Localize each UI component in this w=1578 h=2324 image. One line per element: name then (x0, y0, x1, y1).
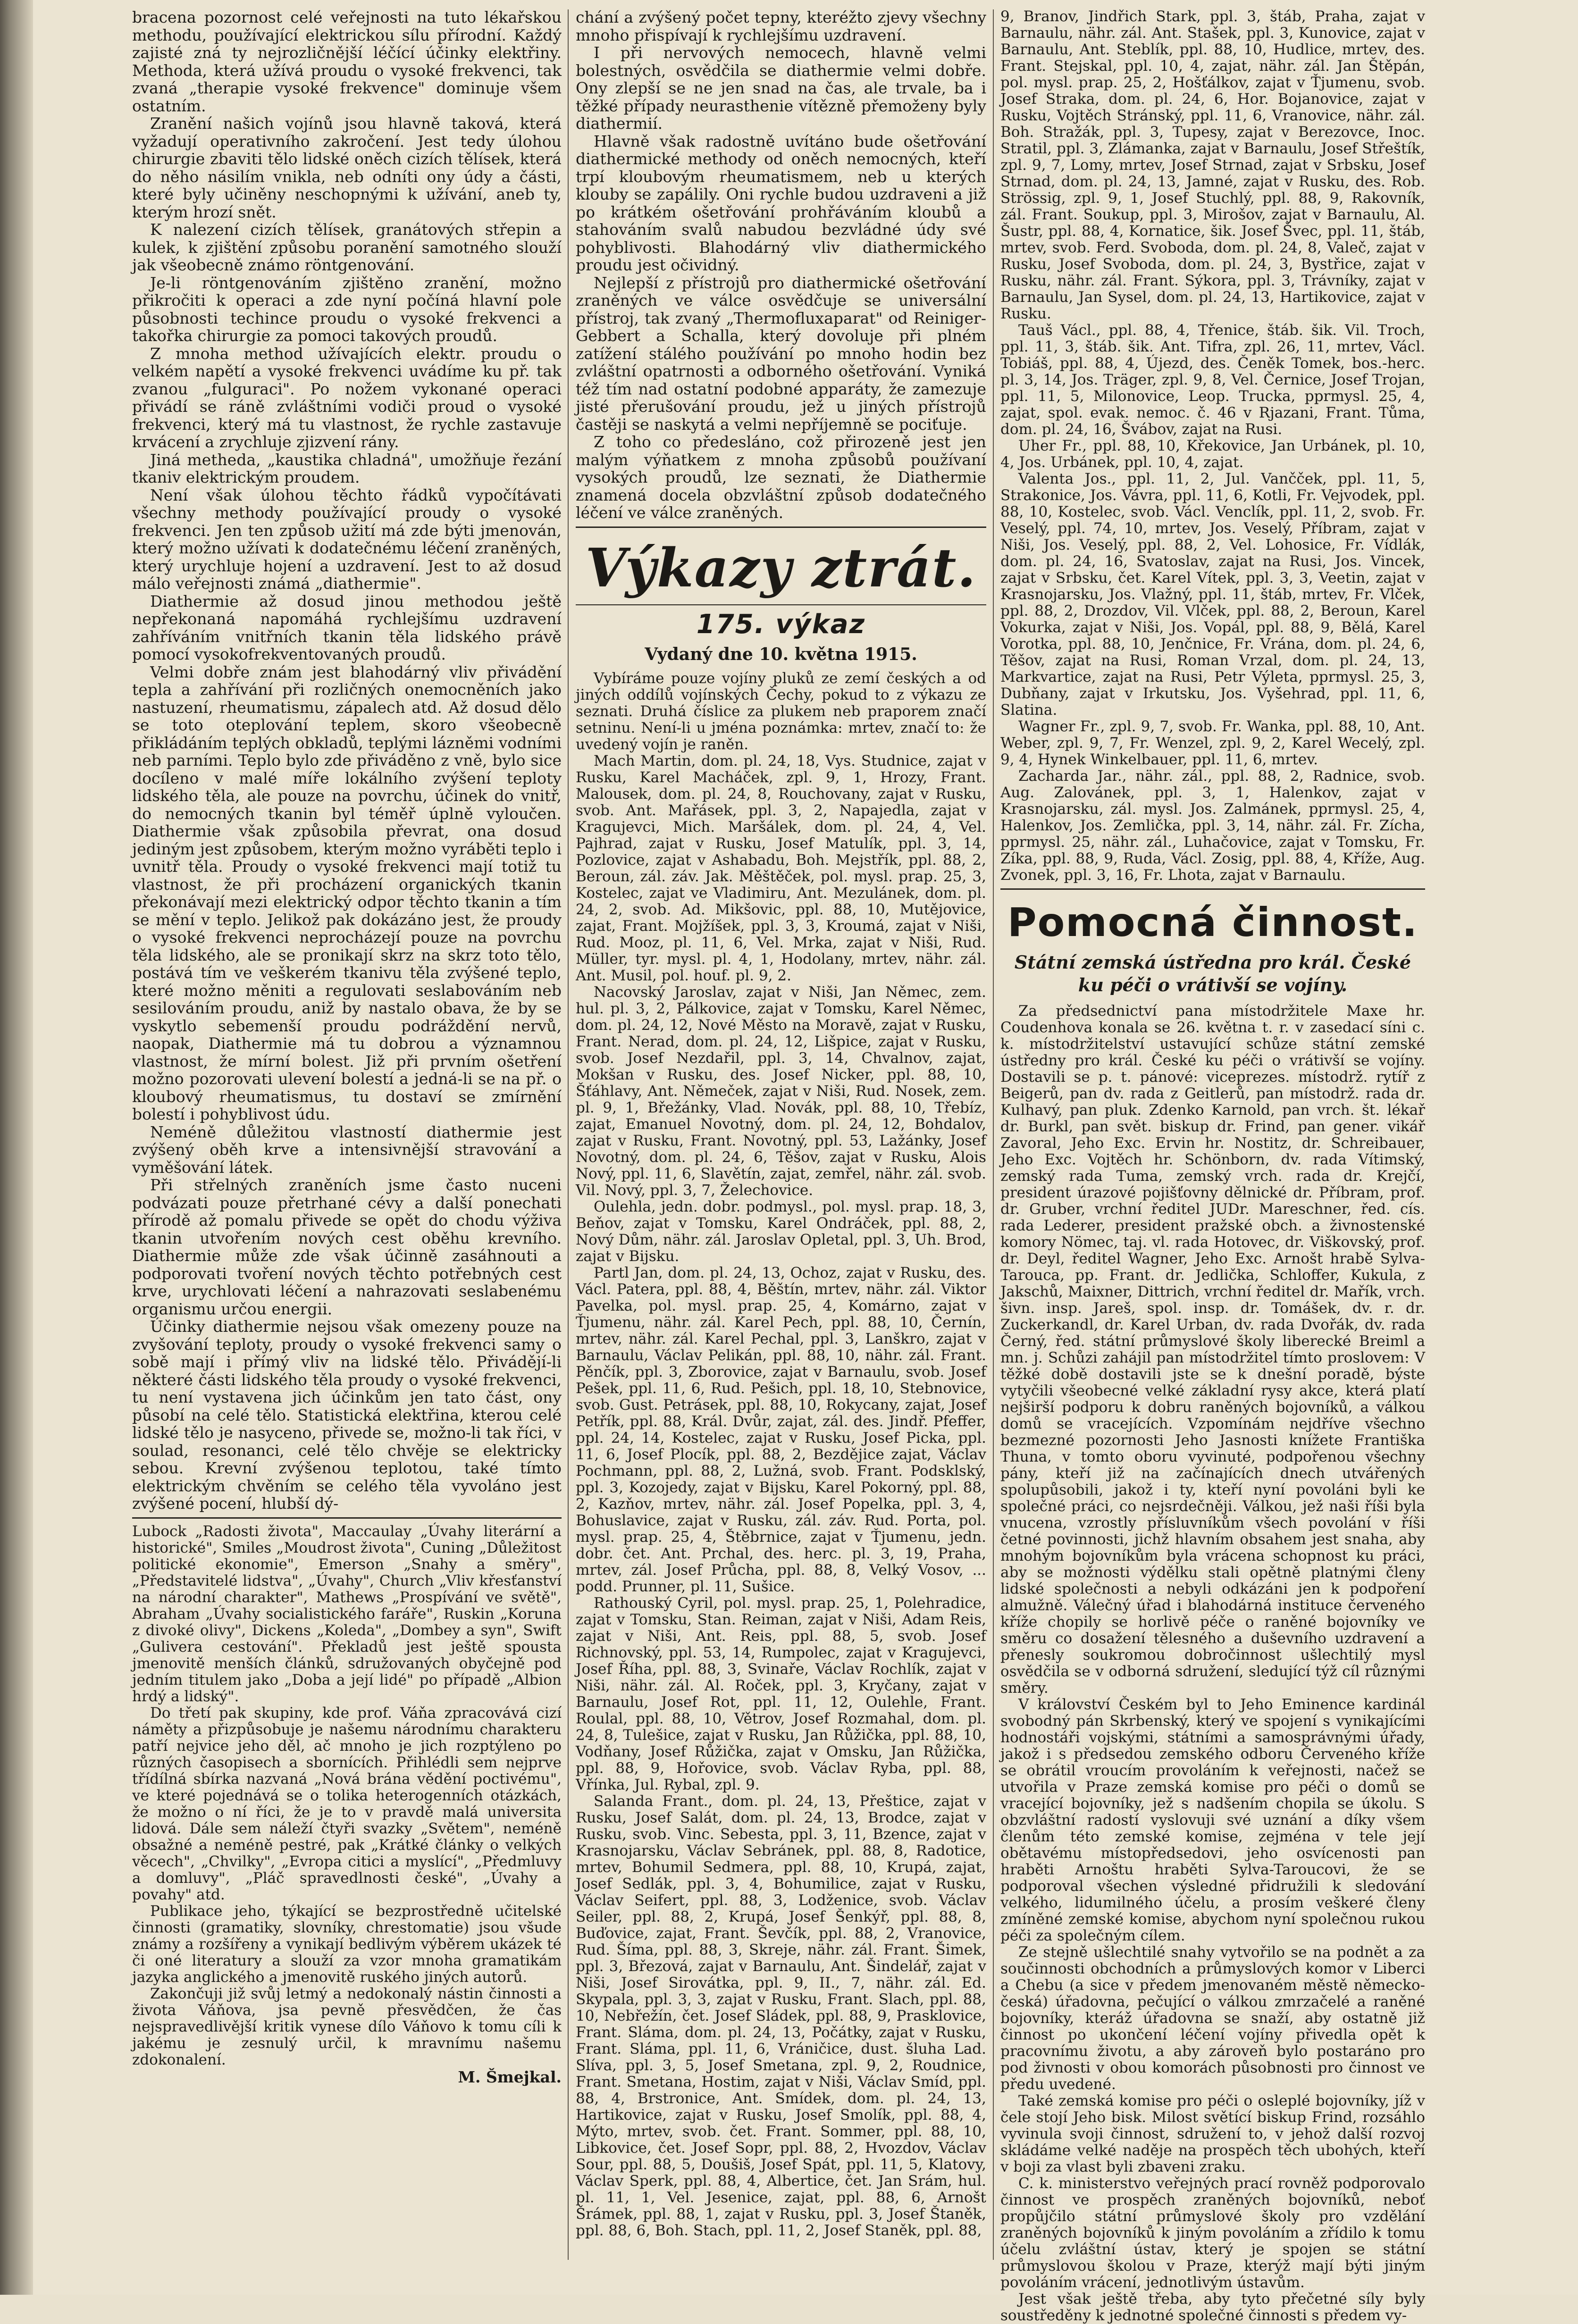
paragraph: Je-li röntgenováním zjištěno zranění, možno přikročiti k operaci a zde nyní počíná hlavní pole působnosti techince proudu o vysoké frekvenci a takořka chirurgie za pomoci takových proudů. (132, 273, 562, 345)
losses-list-continued (1000, 8, 1425, 884)
column-divider (993, 9, 994, 2260)
article-diathermy-continuation (576, 8, 986, 522)
page-margin-right (1493, 0, 1578, 2295)
article-vana-literature (132, 1523, 562, 2068)
losses-report-date: Vydaný dne 10. května 1915. (645, 644, 917, 664)
paragraph: Ze stejně ušlechtilé snahy vytvořilo se na podnět a za součinnosti obchodních a průmyslových komor v Liberci a Chebu (a sice v předem jmenovaném městě německo-česká) úřadovna, pečující o válkou zmrzačelé a raněné bojovníky, kteráž úřadovna se snaží, aby ostatně již činnost po ukončení léčení vojíny přivedla opět k pracovnímu životu, a aby zároveň bylo postaráno pro pod živnosti v obou komorách působnosti pro činnost ve předu uvedené. (1000, 1944, 1425, 2093)
losses-entry: Wagner Fr., zpl. 9, 7, svob. Fr. Wanka, ppl. 88, 10, Ant. Weber, zpl. 9, 7, Fr. Wenzel, zpl. 9, 2, Karel Wecelý, zpl. 9, 4, Hynek Winkelbauer, ppl. 11, 6, mrtev. (1000, 718, 1425, 768)
losses-intro: Vybíráme pouze vojíny pluků ze zemí českých a od jiných oddílů vojínských Čechy, pokud to z výkazu ze seznati. Druhá číslice za plukem neb praporem značí setninu. Není-li u jména poznámka: mrtev, značí to: že uvedený vojín je raněn. (576, 669, 986, 753)
paragraph: Při střelných zraněních jsme často nuceni podvázati pouze přetrhané cévy a další ponechati přírodě až pomalu přivede se opět do chodu výživa tkanin utvořením nových cest oběhu krevního. Diathermie může zde však účinně zasáhnouti a podporovati tvoření nových těchto potřebných cest krve, urychlovati léčení a nahrazovati seslabenému organismu určou energii. (132, 1176, 562, 1318)
article-signature: M. Šmejkal. (458, 2067, 562, 2086)
losses-entry: Oulehla, jedn. dobr. podmysl., pol. mysl. prap. 18, 3, Beňov, zajat v Tomsku, Karel Ondráček, ppl. 88, 2, Nový Dům, nähr. zál. Jaroslav Opletal, ppl. 3, Uh. Brod, zajat v Bijsku. (576, 1198, 986, 1265)
paragraph: bracena pozornost celé veřejnosti na tuto lékařskou methodu, používající elektrickou sílu přírodní. Každý zajisté zná ty nejrozličnější léčící účinky elektřiny. Methoda, která užívá proudu o vysoké frekvenci, tak zvaná „therapie vysoké frekvence" dominuje všem ostatním. (132, 8, 562, 115)
losses-entry: Rathouský Cyril, pol. mysl. prap. 25, 1, Polehradice, zajat v Tomsku, Stan. Reiman, zajat v Niši, Adam Reis, zajat v Niši, Ant. Reis, ppl. 88, 5, svob. Josef Richnovský, ppl. 53, 14, Rumpolec, zajat v Kragujevci, Josef Říha, ppl. 88, 3, Svinaře, Václav Rochlík, zajat v Niši, nähr. zál. Al. Roček, ppl. 3, Kryčany, zajat v Barnaulu, Josef Rot, ppl. 11, 12, Oulehle, Frant. Roulal, ppl. 88, 10, Větrov, Josef Rozmahal, dom. pl. 24, 8, Tulešice, zajat v Rusku, Jan Růžička, ppl. 88, 10, Vodňany, Josef Růžička, zajat v Omsku, Jan Růžička, ppl. 88, 9, Hořovice, svob. Václav Ryba, ppl. 88, Vřínka, Jul. Rybal, zpl. 9. (576, 1594, 986, 1793)
paragraph: Neméně důležitou vlastností diathermie jest zvýšený oběh krve a intensivnější stravování a vyměšování látek. (132, 1122, 562, 1177)
paragraph: Účinky diathermie nejsou však omezeny pouze na zvyšování teploty, proudy o vysoké frekvenci samy o sobě mají i přímý vliv na lidské tělo. Přivádějí-li některé části lidského těla proudy o vysoké frekvenci, tu není vystavena jich účinkům jen tato část, ony působí na celé tělo. Statistická elektřina, kterou celé lidské tělo je nasyceno, přivede se, možno-li tak říci, v soulad, resonanci, celé tělo chvěje se elektricky sebou. Krevní zvýšenou teplotou, také tímto elektrickým chvěním se celého těla vyvoláno jest zvýšené pocení, hlubší dý- (132, 1317, 562, 1513)
losses-list (576, 753, 986, 2239)
paragraph: C. k. ministerstvo veřejných prací rovněž podporovalo činnost ve prospěch zraněných bojovníků, neboť propůjčilo státní průmyslové školy pro vzdělání zraněných bojovníků k jiným povoláním a zřídilo k tomu účelu zvláštní ústav, který je spojen se státní průmyslovou školou v Praze, kterýž mají býti jiným povoláním vrácení, jednotlivým ústavům. (1000, 2175, 1425, 2291)
headline-rule (576, 604, 986, 605)
article-diathermy-body (132, 8, 562, 1513)
paragraph: I při nervových nemocech, hlavně velmi bolestných, osvědčila se diathermie velmi dobře. Ony zlepší se ne jen snad na čas, ale trvale, ba i těžké případy neurasthenie vítězně přemoženy byly diathermií. (576, 43, 986, 133)
losses-entry: Zacharda Jar., nähr. zál., ppl. 88, 2, Radnice, svob. Aug. Zalovánek, ppl. 3, 1, Halenkov, zajat v Krasnojarsku, zál. mysl. Jos. Zalmánek, pprmysl. 25, 4, Halenkov, Jos. Zemlička, ppl. 3, 14, nähr. zál. Fr. Zícha, pprmysl. 25, nähr. zál., Luhačovice, zajat v Tomsku, Fr. Zíka, ppl. 88, 9, Ruda, Václ. Zosig, ppl. 88, 4, Kříže, Aug. Zvonek, ppl. 3, 16, Fr. Lhota, zajat v Barnaulu. (1000, 768, 1425, 884)
losses-entry: Salanda Frant., dom. pl. 24, 13, Přeštice, zajat v Rusku, Josef Salát, dom. pl. 24, 13, Brodce, zajat v Rusku, svob. Vinc. Sebesta, ppl. 3, 11, Bzence, zajat v Krasnojarsku, Václav Sebránek, ppl. 88, 8, Radotice, mrtev, Bohumil Sedmera, ppl. 88, 10, Krupá, zajat, Josef Sedlák, ppl. 3, 4, Bohumilice, zajat v Rusku, Václav Seifert, ppl. 88, 3, Lodženice, svob. Václav Seiler, ppl. 88, 2, Krupá, Josef Šenkýř, ppl. 88, 8, Buďovice, zajat, Frant. Ševčík, ppl. 88, 2, Vranovice, Rud. Šíma, ppl. 88, 3, Skreje, nähr. zál. Frant. Šimek, ppl. 3, Březová, zajat v Barnaulu, Ant. Šindelář, zajat v Niši, Josef Sirovátka, ppl. 9, II., 7, nähr. zál. Ed. Skypala, ppl. 3, 3, zajat v Rusku, Frant. Slach, ppl. 88, 10, Nebřežín, čet. Josef Sládek, ppl. 88, 9, Prasklovice, Frant. Sláma, dom. pl. 24, 13, Počátky, zajat v Rusku, Frant. Sláma, ppl. 11, 6, Vráničice, dust. šluha Lad. Slíva, ppl. 3, 5, Josef Smetana, zpl. 9, 2, Roudnice, Frant. Smetana, Hostim, zajat v Niši, Václav Smíd, ppl. 88, 4, Brstronice, Ant. Smídek, dom. pl. 24, 13, Hartikovice, zajat v Rusku, Josef Smolík, ppl. 88, 4, Mýto, mrtev, svob. čet. Frant. Sommer, ppl. 88, 10, Libkovice, čet. Josef Sopr, ppl. 88, 2, Hvozdov, Václav Sour, ppl. 88, 5, Doušiš, Josef Spát, ppl. 11, 5, Klatovy, Václav Sperk, ppl. 88, 4, Albertice, čet. Jan Srám, hul. pl. 11, 1, Vel. Jesenice, zajat, ppl. 88, 6, Arnošt Šrámek, ppl. 88, 1, zajat v Rusku, ppl. 3, Josef Štaněk, ppl. 88, 6, Boh. Stach, ppl. 11, 2, Josef Staněk, ppl. 88, (576, 1792, 986, 2239)
paragraph: Nejlepší z přístrojů pro diathermické ošetřování zraněných ve válce osvědčuje se universální přístroj, tak zvaný „Thermofluxaparat" od Reiniger-Gebbert a Schalla, který dovoluje při plném zatížení stálého používání po mnoho hodin bez zvláštní opatrnosti a odborného ošetřování. Vyniká též tím nad ostatní podobné apparáty, že zamezuje jisté přerušování proudu, jež u jiných přístrojů častěji se naskytá a velmi nepříjemně se pociťuje. (576, 273, 986, 434)
losses-entry: Valenta Jos., ppl. 11, 2, Jul. Vančček, ppl. 11, 5, Strakonice, Jos. Vávra, ppl. 11, 6, Kotli, Fr. Vejvodek, ppl. 88, 10, Kostelec, svob. Václ. Venclík, ppl. 11, 2, svob. Fr. Veselý, ppl. 74, 10, mrtev, Jos. Veselý, Příbram, zajat v Niši, Jos. Veselý, ppl. 88, 2, Vel. Lohosice, Fr. Vídlák, dom. pl. 24, 16, Svatoslav, zajat na Rusi, Jos. Vincek, zajat v Srbsku, čet. Karel Vítek, ppl. 3, 3, Veetin, zajat v Krasnojarsku, Jos. Vlažný, ppl. 11, štáb, mrtev, Fr. Vlček, ppl. 88, 2, Drozdov, Vil. Vlček, ppl. 88, 2, Beroun, Karel Vokurka, zajat v Niši, Jos. Vopál, ppl. 88, 9, Bělá, Karel Vorotka, ppl. 88, 10, Jenčnice, Fr. Vrána, dom. pl. 24, 6, Těšov, zajat na Rusi, Roman Vrzal, dom. pl. 24, 13, Markvartice, zajat na Rusi, Petr Výleta, pprmysl. 25, 3, Dubňany, zajat v Irkutsku, Jos. Vyšehrad, ppl. 11, 6, Slatina. (1000, 470, 1425, 719)
relief-subtitle: Státní zemská ústředna pro král. České ku péči o vrátivší se vojíny. (1014, 952, 1411, 995)
relief-article-body (1000, 1003, 1425, 2324)
middle-column (576, 8, 986, 2278)
page-binding-edge (0, 0, 33, 2295)
losses-entry: Mach Martin, dom. pl. 24, 18, Vys. Studnice, zajat v Rusku, Karel Macháček, zpl. 9, 1, Hrozy, Frant. Malousek, dom. pl. 24, 8, Rouchovany, zajat v Rusku, svob. Ant. Mařásek, ppl. 3, 2, Napajedla, zajat v Kragujevci, Mich. Maršálek, dom. pl. 24, 4, Vel. Pajhrad, zajat v Rusku, Josef Matulík, ppl. 3, 14, Pozlovice, zajat v Ashabadu, Boh. Mejstřík, ppl. 88, 2, Beroun, zál. záv. Jak. Měštěček, pol. mysl. prap. 25, 3, Kostelec, zajat ve Vladimiru, Ant. Mezulánek, dom. pl. 24, 2, svob. Ad. Mikšovic, ppl. 88, 10, Mutějovice, zajat, Frant. Mojžíšek, ppl. 3, 3, Kroumá, zajat v Niši, Rud. Mooz, pl. 11, 6, Vel. Mrka, zajat v Niši, Rud. Müller, tyr. mysl. pl. 4, 1, Hodolany, mrtev, nähr. zál. Ant. Musil, pol. houf. pl. 9, 2. (576, 752, 986, 984)
paragraph: Lubock „Radosti života", Maccaulay „Úvahy literární a historické", Smiles „Moudrost života", Cuning „Důležitost politické ekonomie", Emerson „Snahy a směry", „Představitelé lidstva", „Úvahy", Church „Vliv křesťanství na národní charakter", Mathews „Prospívání ve světě", Abraham „Úvahy socialistického faráře", Ruskin „Koruna z divoké olivy", Dickens „Koleda", „Dombey a syn", Swift „Gulivera cestování". Překladů jest ještě spousta jmenovitě menších článků, sdružovaných obyčejně pod jedním titulem jako „Doba a její lidé" po případě „Albion hrdý a lidský". (132, 1522, 562, 1705)
paragraph: Jiná metheda, „kaustika chladná", umožňuje řezání tkaniv elektrickým proudem. (132, 450, 562, 486)
paragraph: Do třetí pak skupiny, kde prof. Váňa zpracovává cizí náměty a přizpůsobuje je našemu národnímu charakteru patří nejvice jeho děl, ač mnoho je jich rozptýleno po různých časopisech a sbornících. Přihlédli sem nejprve třídílná sbírka nazvaná „Nová brána vědění poctivému", ve které pojednává se o tolika heterogenních otázkách, že možno o ní říci, že je to v pravdě malá universita lidová. Dále sem náleží čtyři svazky „Světem", neméně obsažné a neméně pestré, pak „Krátké články o velkých věcech", „Chvilky", „Evropa citici a myslící", „Předmluvy a domluvy", „Pláč spravedlnosti české", „Úvahy a povahy" atd. (132, 1704, 562, 1903)
paragraph: Zranění našich vojínů jsou hlavně taková, která vyžadují operativního zakročení. Jest tedy úlohou chirurgie zbaviti tělo lidské oněch cizích tělísek, která do něho násilím vnikla, neb odníti ony údy a části, které byly učiněny neschopnými k užívání, aneb ty, kterým hrozí snět. (132, 114, 562, 221)
section-divider (576, 527, 986, 528)
paragraph: Z toho co předesláno, což přirozeně jest jen malým výňatkem z mnoha způsobů používaní vysokých proudů, lze seznati, že Diathermie znamená docela obzvláštní způsob dodatečného léčení ve válce zraněných. (576, 433, 986, 522)
paragraph: Diathermie až dosud jinou methodou ještě nepřekonaná napomáhá rychlejšímu uzdravení zahříváním vnitřních tkanin těla lidského právě pomocí vysokofrekventovaných proudů. (132, 592, 562, 663)
paragraph: Také zemská komise pro péči o osleplé bojovníky, jíž v čele stojí Jeho bisk. Milost světící biskup Frind, rozsáhlo vyvinula svoji činnost, sdružení to, v jehož další rozvoj skládáme velké naděje na prospěch těch ubohých, kteří v boji za vlast byli zbaveni zraku. (1000, 2092, 1425, 2175)
losses-entry: Uher Fr., ppl. 88, 10, Křekovice, Jan Urbánek, pl. 10, 4, Jos. Urbánek, ppl. 10, 4, zajat. (1000, 437, 1425, 471)
losses-entry: Nacovský Jaroslav, zajat v Niši, Jan Němec, zem. hul. pl. 3, 2, Pálkovice, zajat v Tomsku, Karel Němec, dom. pl. 24, 12, Nové Město na Moravě, zajat v Rusku, Frant. Nerad, dom. pl. 24, 12, Lišpice, zajat v Rusku, svob. Josef Nezdařil, ppl. 3, 14, Chvalnov, zajat, Mokšan v Rusku, des. Josef Nicker, ppl. 88, 10, Šťáhlavy, Ant. Němeček, zajat v Niši, Rud. Nosek, zem. pl. 9, 1, Břežánky, Vlad. Novák, ppl. 88, 10, Třebíz, zajat, Emanuel Novotný, dom. pl. 24, 12, Bohdalov, zajat v Rusku, Frant. Novotný, ppl. 53, Lažánky, Josef Novotný, dom. pl. 24, 6, Těšov, zajat v Rusku, Alois Nový, ppl. 11, 6, Slavětín, zajat, zemřel, nähr. zál. svob. Vil. Nový, ppl. 3, 7, Želechovice. (576, 983, 986, 1199)
paragraph: Za předsednictví pana místodržitele Maxe hr. Coudenhova konala se 26. května t. r. v zasedací síni c. k. místodržitelství ustavující schůze státní zemské ústředny pro král. České ku péči o vrátivší se vojíny. Dostavili se p. t. pánové: viceprezes. místodrž. rytíř z Beigerů, pan dv. rada z Geitlerů, pan místodrž. rada dr. Kulhavý, pan pluk. Zdenko Karnold, pan vrch. št. lékař dr. Burkl, pan svět. biskup dr. Frind, pan gener. vikář Zavoral, Jeho Exc. Ervin hr. Nostitz, dr. Schreibauer, Jeho Exc. Vojtěch hr. Schönborn, dv. rada Vítimský, zemský rada Tuma, zemský vrch. rada dr. Krejčí, president úrazové pojišťovny dělnické dr. Příbram, prof. dr. Gruber, vrchní ředitel JUDr. Mareschner, řed. cís. rada Lederer, president pražské obch. a živnostenské komory Nömec, taj. vl. rada Hotovec, dr. Viškovský, prof. dr. Deyl, ředitel Wagner, Jeho Exc. Arnošt hrabě Sylva-Tarouca, pp. Frant. dr. Jedlička, Schloffer, Kukula, z Jakschů, Maixner, Dittrich, vrchní ředitel dr. Mařík, vrch. šivn. insp. Jareš, spol. insp. dr. Tomášek, dv. r. dr. Zuckerkandl, dr. Karel Urban, dv. rada Dvořák, dv. rada Černý, řed. státní průmyslové školy liberecké Breiml a mn. j. Schůzi zahájil pan místodržitel tímto proslovem: V těžké době dostavili jste se k dnešní poradě, býste vytyčili všeobecné velké základní rysy akce, která platí nejširší podporu k dobru raněných bojovníků, a válkou domů se vracejících. Vzpomínám nejdříve všechno bezmezné pozornosti Jeho Jasnosti knížete Františka Thuna, v tomto oboru vyvinuté, podpořenou všechny pány, kteří již na začínajících dnech utvářených spolupůsobili, jakož i ty, kteří nyní povoláni byli ke společné práci, co nejsrdečněji. Válkou, jež naši říši byla vnucena, vzrostly přísluvníkům všech povolání v říši četné povinnosti, jichž hlavním obsahem jest snaha, aby mnohým bojovníkům byla vrácena schopnost ku práci, aby se možnosti výdělku stali opětně platnými členy lidské společnosti a nebyli odkázáni jen k podpoření almužně. Válečný úřad i blahodárná instituce červeného kříže chopily se horlivě péče o raněné bojovníky ve směru co dosažení tělesného a duševního uzdravení a přenesly soukromou dobročinnost ušlechtilý mysl osvědčila se v odborná sdružení, sledující týž cíl různými směry. (1000, 1003, 1425, 1697)
losses-report-number: 175. výkaz (696, 609, 866, 640)
paragraph: Není však úlohou těchto řádků vypočítávati všechny methody používající proudy o vysoké frekvenci. Jen ten způsob užití má zde býti jmenován, který možno užívati k dodatečnému léčení zraněných, který urychluje hojení a uzdravení. Jest to až dosud málo veřejnosti známá „diathermie". (132, 485, 562, 593)
article-diathermy-column (132, 8, 562, 2278)
paragraph: K nalezení cizích tělísek, granátových střepin a kulek, k zjištění způsobu poranění samotného slouží jak všeobecně známo röntgenování. (132, 220, 562, 274)
losses-entry: Partl Jan, dom. pl. 24, 13, Ochoz, zajat v Rusku, des. Václ. Patera, ppl. 88, 4, Běštín, mrtev, nähr. zál. Viktor Pavelka, pol. mysl. prap. 25, 4, Komárno, zajat v Ťjumenu, nähr. zál. Karel Pech, ppl. 88, 10, Černín, mrtev, nähr. zál. Karel Pechal, ppl. 3, Lanškro, zajat v Barnaulu, Václav Pelikán, ppl. 88, 10, nähr. zál. Frant. Pěnčík, ppl. 3, Zborovice, zajat v Barnaulu, svob. Josef Pešek, ppl. 11, 6, Rud. Pešich, ppl. 18, 10, Stebnovice, svob. Gust. Petrásek, ppl. 88, 10, Rokycany, zajat, Josef Petřík, ppl. 88, Král. Dvůr, zajat, zál. des. Jindř. Pfeffer, ppl. 24, 14, Kostelec, zajat v Rusku, Josef Picka, ppl. 11, 6, Josef Plocík, ppl. 88, 2, Bezdějice zajat, Václav Pochmann, ppl. 88, 2, Lužná, svob. Frant. Podsklský, ppl. 3, Kozojedy, zajat v Bijsku, Karel Pokorný, ppl. 88, 2, Kazňov, mrtev, nähr. zál. Josef Popelka, ppl. 3, 4, Bohuslavice, zajat v Rusku, zál. záv. Rud. Porta, pol. mysl. prap. 25, 4, Štěbrnice, zajat v Ťjumenu, jedn. dobr. čet. Ant. Prchal, des. herc. pl. 3, 19, Praha, mrtev, zál. Josef Průcha, ppl. 88, 8, Velký Vosov, ... podd. Prunner, pl. 11, Sušice. (576, 1264, 986, 1595)
paragraph: Z mnoha method užívajících elektr. proudu o velkém napětí a vysoké frekvenci uvádíme ku př. tak zvanou „fulguraci". Po nožem vykonané operaci přivádí se ráně zvláštními vodiči proud o vysoké frekvenci, který má tu vlastnost, že rychle zastavuje krvácení a zrychluje zjizvení rány. (132, 344, 562, 451)
column-divider (568, 9, 569, 2260)
losses-entry: Tauš Václ., ppl. 88, 4, Třenice, štáb. šik. Vil. Troch, ppl. 11, 3, štáb. šik. Ant. Tifra, zpl. 26, 11, mrtev, Václ. Tobiáš, ppl. 88, 4, Újezd, des. Čeněk Tomek, bos.-herc. pl. 3, 14, Jos. Träger, zpl. 9, 8, Vel. Černice, Josef Trojan, ppl. 11, 5, Milonovice, Leop. Trucka, pprmysl. 25, 4, zajat, spol. evak. nemoc. č. 46 v Rjazani, Frant. Tůma, dom. pl. 24, 16, Švábov, zajat na Rusi. (1000, 322, 1425, 438)
paragraph: Velmi dobře znám jest blahodárný vliv přivádění tepla a zahřívání při rozličných onemocněních jako nastuzení, rheumatismu, zápalech atd. Až dosud dělo se toto oteplování teplem, skoro všeobecně přikládáním teplých obkladů, teplými lázněmi vodními neb parními. Teplo bylo zde přiváděno z vně, bylo sice docíleno v malé míře lokálního zvýšení teploty lidského těla, ale pouze na povrchu, účinek do vnitř, do nemocných tkanin byl téměř úplně vyloučen. Diathermie však způsobila převrat, ona dosud jediným jest způsobem, kterým možno vyráběti teplo i uvnitř těla. Proudy o vysoké frekvenci mají totiž tu vlastnost, že při procházení organických tkanin překonávají mezi elektrický odpor těchto tkanin a tím se mění v teplo. Jelikož pak dokázáno jest, že proudy o vysoké frekvenci neprocházejí pouze na povrchu těla lidského, ale se pronikají skrz na skrz toto tělo, postává tím ve veškerém tkanivu těla zvýšené teplo, které možno měniti a regulovati seslabováním neb sesilováním proudu, aniž by nastalo obava, že by se vyskytlo sebemenší proudu podráždění nervů, naopak, Diathermie má tu dobrou a významnou vlastnost, že mírní bolest. Již při prvním ošetření možno pozorovati ulevení bolestí a jedná-li se na př. o kloubový rheumatismus, tu dostaví se zmírnění bolestí i pohyblivost údu. (132, 662, 562, 1123)
paragraph: Jest však ještě třeba, aby tyto přečetné síly byly soustředěny k jednotné společné činnosti s předem vy- (1000, 2291, 1425, 2324)
paragraph: Hlavně však radostně uvítáno bude ošetřování diathermické methody od oněch nemocných, kteří trpí kloubovým rheumatismem, neb u kterých klouby se zapálily. Oni rychle budou uzdraveni a již po krátkém ošetřování prohřáváním kloubů a stahováním svalů nabudou bezvládné údy své pohyblivosti. Blahodárný vliv diathermického proudu jest očividný. (576, 132, 986, 274)
section-divider (1000, 888, 1425, 890)
section-divider (132, 1517, 562, 1519)
paragraph: chání a zvýšený počet tepny, kteréžto zjevy všechny mnoho přispívají k rychlejšímu uzdravení. (576, 8, 986, 44)
paragraph: Zakončuji již svůj letmý a nedokonalý nástin činnosti a života Váňova, jsa pevně přesvědčen, že čas nejspravedlivější kritik vynese dílo Váňovo k tomu cíli k jakému je zesnulý určil, k mravnímu našemu zdokonalení. (132, 1985, 562, 2068)
relief-headline: Pomocná činnost. (1007, 899, 1418, 945)
losses-entry: 9, Branov, Jindřich Stark, ppl. 3, štáb, Praha, zajat v Barnaulu, nähr. zál. Ant. Stašek, ppl. 3, Kunovice, zajat v Barnaulu, Ant. Steblík, ppl. 88, 10, Hudlice, mrtev, des. Frant. Stejskal, ppl. 10, 4, zajat, nähr. zál. Jan Štěpán, pol. mysl. prap. 25, 2, Hošťálkov, zajat v Ťjumenu, svob. Josef Straka, dom. pl. 24, 6, Hor. Bojanovice, zajat v Rusku, Vojtěch Stránský, ppl. 11, 6, Vranovice, nähr. zál. Boh. Stražák, ppl. 3, Tupesy, zajat v Berezovce, Inoc. Stratil, ppl. 3, Zlámanka, zajat v Barnaulu, Josef Střeštík, zpl. 9, 7, Lomy, mrtev, Josef Strnad, zajat v Srbsku, Josef Strnad, dom. pl. 24, 13, Jamné, zajat v Rusku, des. Rob. Strössig, zpl. 9, 1, Josef Stuchlý, ppl. 88, 9, Rakovník, zál. Frant. Soukup, ppl. 3, Mirošov, zajat v Barnaulu, Al. Šustr, ppl. 88, 4, Kornatice, šik. Josef Švec, ppl. 11, štáb, mrtev, svob. Ferd. Svoboda, dom. pl. 24, 8, Valeč, zajat v Rusku, Josef Svoboda, dom. pl. 24, 3, Bystřice, zajat v Rusku, nähr. zál. Frant. Sýkora, ppl. 3, Trávníky, zajat v Barnaulu, Jan Sysel, dom. pl. 24, 13, Hartikovice, zajat v Rusku. (1000, 8, 1425, 322)
paragraph: Publikace jeho, týkající se bezprostředně učitelské činnosti (gramatiky, slovníky, chrestomatie) jsou všude známy a rozšířeny a vynikají bedlivým výběrem ukázek té či oné literatury a slouží za vzor mnoha gramatikám jazyka anglického a jmenovitě ruského jiných autorů. (132, 1902, 562, 1986)
right-column (1000, 8, 1425, 2324)
losses-headline: Výkazy ztrát. (585, 537, 977, 599)
paragraph: V království Českém byl to Jeho Eminence kardinál svobodný pán Skrbenský, který ve spojení s vynikajícími hodnostáři vojskými, státními a samosprávnými úřady, jakož i s předsedou zemského odboru Červeného kříže se obrátil vroucím provoláním k veřejnosti, načež se utvořila v Praze zemská komise pro péči o domů se vracející bojovníky, jež s nadšením chopila se úkolu. S obzvláštní radostí vyslovuji své uznání a díky všem členům této zemské komise, zejména v tele její obětavému místopředsedovi, jeho osvícenosti pan hraběti Arnoštu hraběti Sylva-Taroucovi, že se podporoval všechen výsledné přidružili k sledování velkého, lidumilného účelu, a prosím veškeré členy zmíněné zemské komise, abychom nyní společnou rukou péči za společným cílem. (1000, 1696, 1425, 1944)
